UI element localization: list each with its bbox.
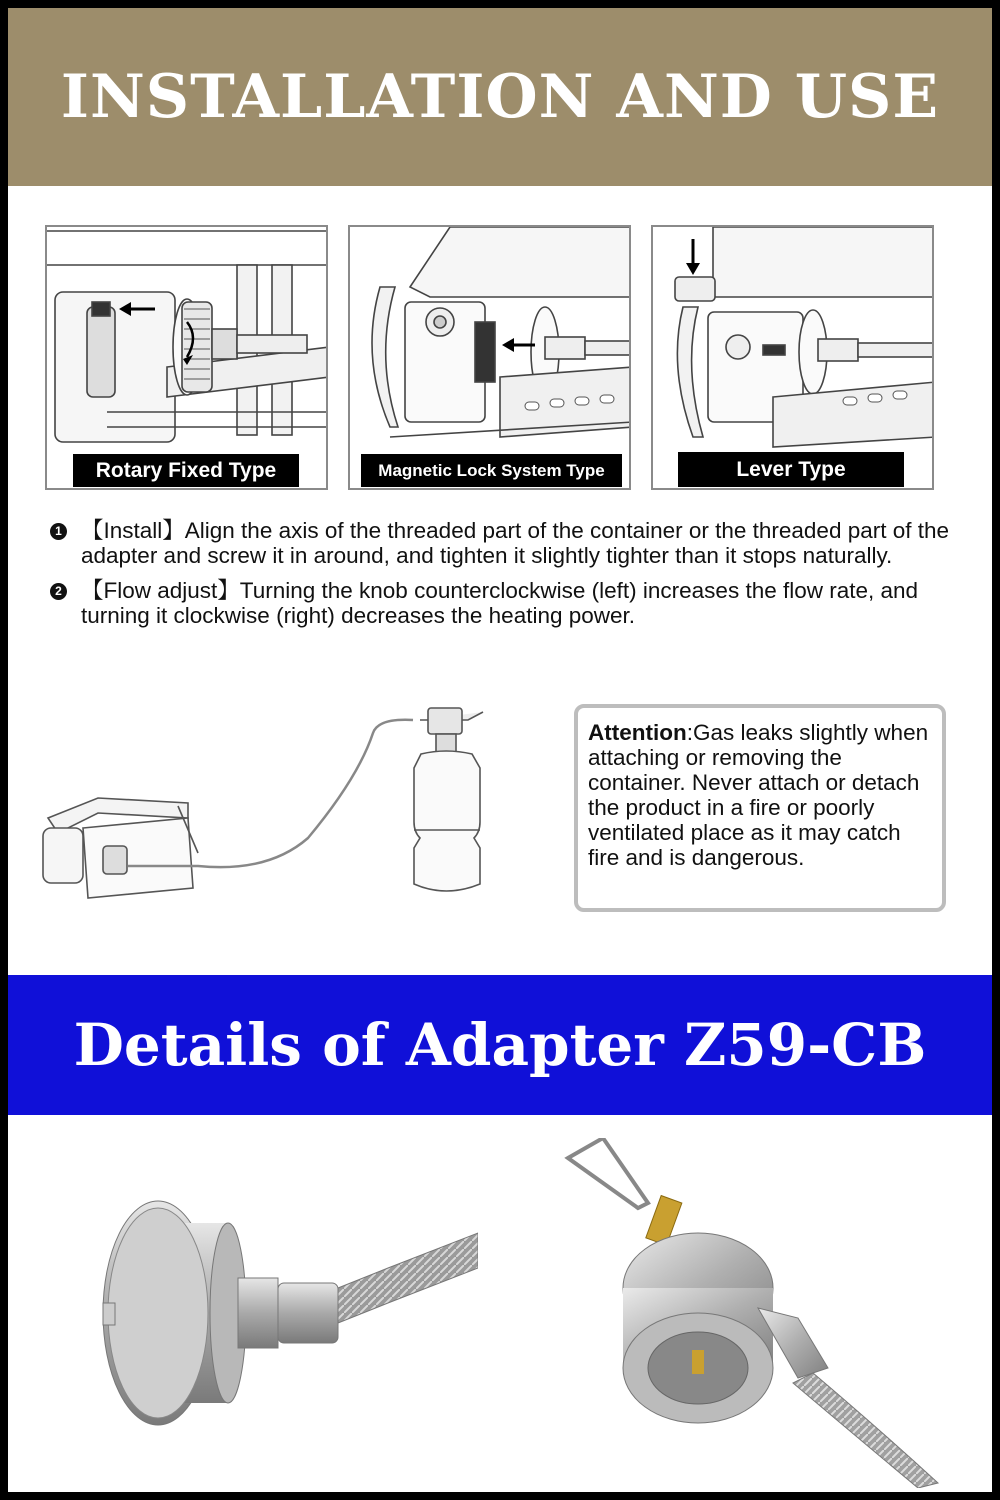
stove-tank-illustration <box>28 698 498 928</box>
lever-type-panel <box>651 225 934 490</box>
rotary-fixed-type-panel <box>45 225 328 490</box>
installation-banner <box>8 8 992 186</box>
lever-stove-drawing <box>653 227 934 490</box>
lever-type-label: Lever Type <box>678 452 904 487</box>
rotary-fixed-type-label: Rotary Fixed Type <box>73 454 299 487</box>
magnetic-lock-type-panel <box>348 225 631 490</box>
flow-adjust-text: 【Flow adjust】Turning the knob counterclockwise (left) increases the flow rate, and turning it clockwise (right) decreases the heating power. <box>81 578 919 628</box>
adapter-side-photo <box>88 1193 478 1433</box>
rotary-stove-drawing <box>47 227 328 490</box>
attention-title: Attention <box>588 720 687 745</box>
step-number: 1 <box>50 523 67 540</box>
attention-text: :Gas leaks slightly when attaching or removing the container. Never attach or detach the product in a fire or poorly ventilated place as it may catch fire and is dangerous. <box>588 720 929 870</box>
magnetic-lock-type-label: Magnetic Lock System Type <box>361 454 622 487</box>
adapter-angle-photo <box>548 1138 948 1488</box>
magnetic-stove-drawing <box>350 227 631 490</box>
attention-box <box>574 704 946 912</box>
installation-title: INSTALLATION AND USE <box>60 62 940 132</box>
flow-adjust-instruction <box>50 578 960 628</box>
install-instruction <box>50 518 960 568</box>
step-number: 2 <box>50 583 67 600</box>
details-title: Details of Adapter Z59-CB <box>73 1011 927 1079</box>
install-text: 【Install】Align the axis of the threaded part of the container or the threaded part of the adapter and screw it in around, and tighten it slightly tighter than it stops naturally. <box>81 518 950 568</box>
product-page <box>8 8 992 1492</box>
instructions-list <box>50 518 960 638</box>
details-banner <box>8 975 992 1115</box>
